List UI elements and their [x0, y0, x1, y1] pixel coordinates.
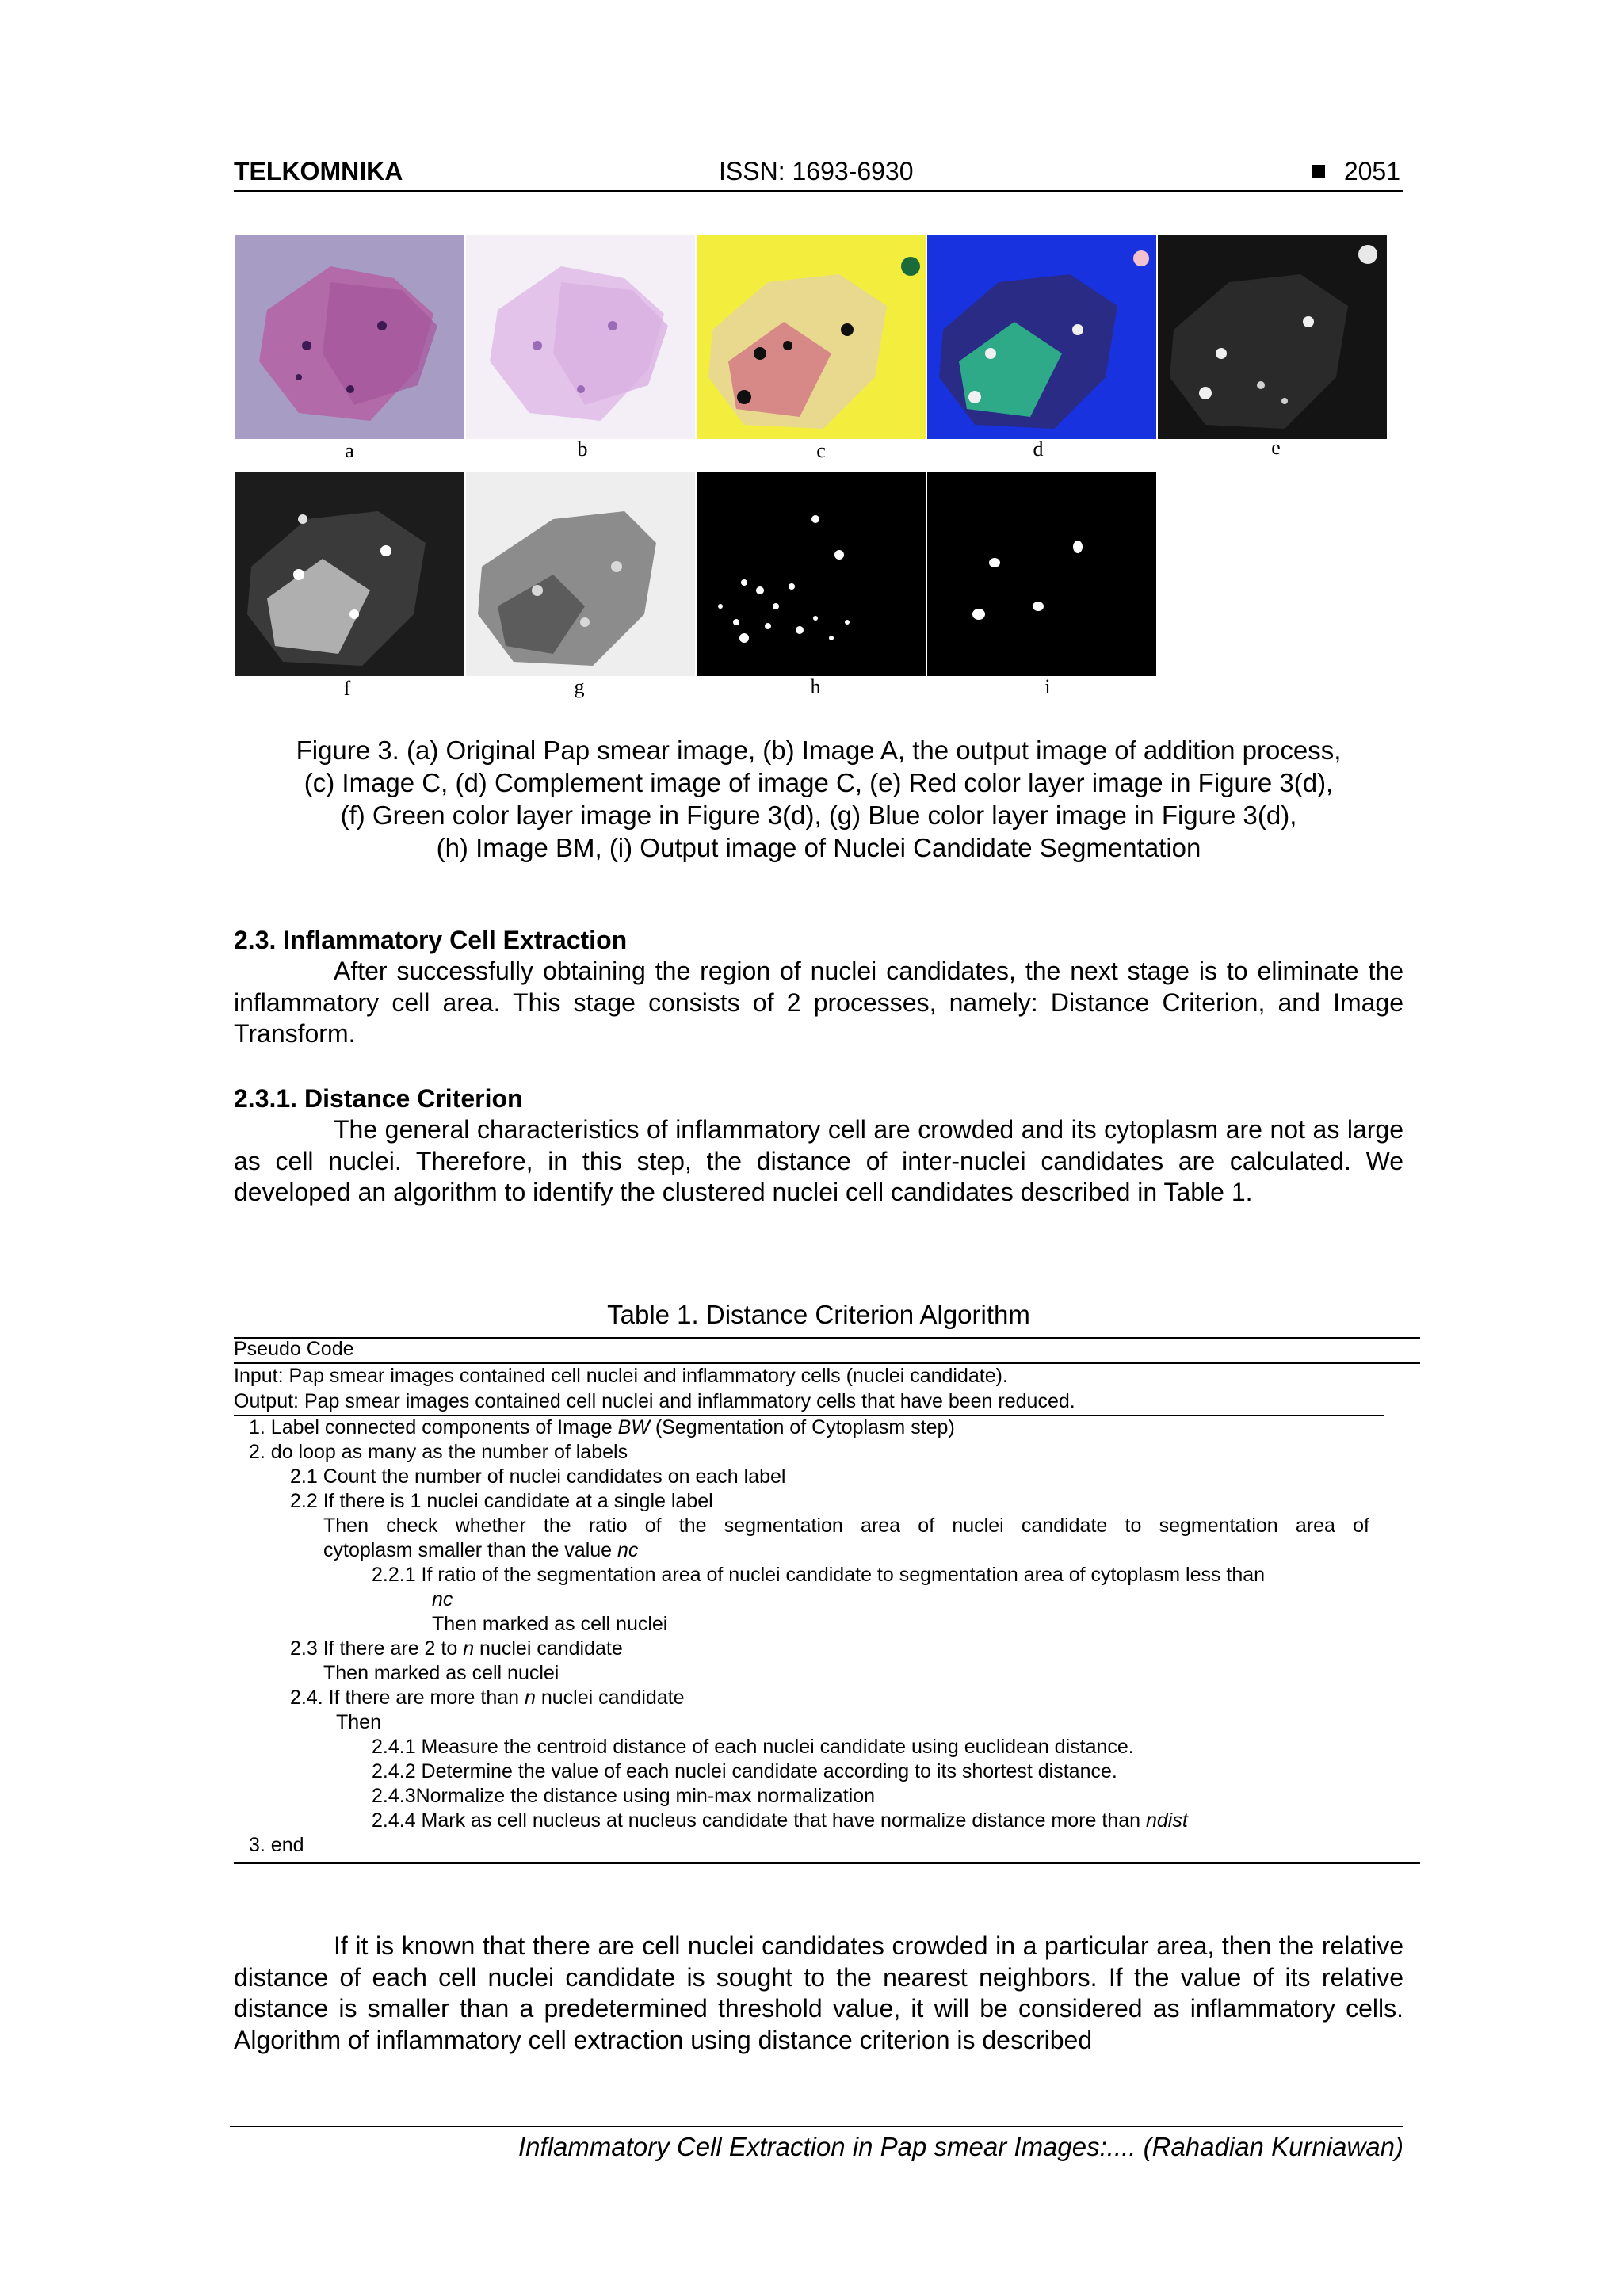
running-header [234, 155, 1403, 192]
panel-label-f: f [343, 677, 351, 700]
panel-label-c: c [816, 439, 826, 462]
journal-name: TELKOMNIKA [234, 157, 403, 185]
code-line: 2.4.1 Measure the centroid distance of each nuclei candidate using euclidean distance. [372, 1736, 1134, 1758]
panel-label-d: d [1033, 437, 1044, 460]
running-footer: Inflammatory Cell Extraction in Pap smear Images:.... (Rahadian Kurniawan) [518, 2132, 1403, 2161]
caption-line: (c) Image C, (d) Complement image of image C, (e) Red color layer image in Figure 3(d), [304, 768, 1334, 797]
code-line: 2.4.4 Mark as cell nucleus at nucleus candidate that have normalize distance more than ndist [372, 1809, 1188, 1832]
caption-line: Figure 3. (a) Original Pap smear image, (b) Image A, the output image of addition process, [296, 735, 1342, 765]
code-line: Then marked as cell nuclei [323, 1662, 559, 1684]
figure-panel-c [697, 235, 926, 439]
section-2-3-1-paragraph: The general characteristics of inflammatory cell are crowded and its cytoplasm are not as large as cell nuclei. Therefore, in this step, the distance of inter-nuclei candidates are calculated. We developed an algorithm to identify the clustered nuclei cell candidates described in Table 1. [234, 1115, 1403, 1206]
footer-rule [230, 2126, 1403, 2127]
code-line: 2.2.1 If ratio of the segmentation area of nuclei candidate to segmentation area of cytoplasm less than [372, 1564, 1266, 1586]
section-heading-2-3: 2.3. Inflammatory Cell Extraction [234, 926, 628, 954]
code-line: 3. end [249, 1834, 304, 1856]
figure-panel-e [1158, 235, 1387, 439]
caption-line: (f) Green color layer image in Figure 3(d), (g) Blue color layer image in Figure 3(d), [340, 800, 1297, 830]
page-number: 2051 [1312, 157, 1400, 186]
table-bottom-rule [234, 1862, 1420, 1864]
panel-label-g: g [574, 675, 585, 698]
code-line: 2.3 If there are 2 to n nuclei candidate [290, 1637, 623, 1660]
section-2-3-paragraph: After successfully obtaining the region of nuclei candidates, the next stage is to eliminate the inflammatory cell area. This stage consists of 2 processes, namely: Distance Criterion, and Image Transform. [234, 957, 1403, 1048]
code-line: 2.1 Count the number of nuclei candidates on each label [290, 1465, 786, 1488]
figure-panel-f [235, 472, 464, 676]
code-line: 2.2 If there is 1 nuclei candidate at a single label [290, 1490, 713, 1512]
table-caption: Table 1. Distance Criterion Algorithm [607, 1300, 1030, 1329]
table-input: Input: Pap smear images contained cell nuclei and inflammatory cells (nuclei candidate). [234, 1365, 1008, 1387]
issn: ISSN: 1693-6930 [719, 157, 914, 185]
code-line: Then check whether the ratio of the segmentation area of nuclei candidate to segmentation area of [323, 1515, 1369, 1537]
panel-label-e: e [1271, 436, 1281, 459]
table-header: Pseudo Code [234, 1338, 354, 1360]
code-line: 2. do loop as many as the number of labels [249, 1441, 628, 1463]
square-bullet-icon [1312, 165, 1325, 178]
closing-paragraph: If it is known that there are cell nuclei candidates crowded in a particular area, then the relative distance of each cell nuclei candidate is sought to the nearest neighbors. If the value of its relative distance is smaller than a predetermined threshold value, it will be considered as inflammatory cells. Algorithm of inflammatory cell extraction using distance criterion is described [234, 1931, 1403, 2054]
figure-panel-g [466, 472, 695, 676]
figure-panel-b [466, 235, 695, 439]
figure-panel-a [235, 235, 464, 439]
caption-line: (h) Image BM, (i) Output image of Nuclei Candidate Segmentation [436, 833, 1201, 862]
panel-label-a: a [345, 439, 354, 462]
code-line: 1. Label connected components of Image BW (Segmentation of Cytoplasm step) [249, 1416, 955, 1438]
panel-label-b: b [577, 437, 588, 460]
figure-panel-h [697, 472, 926, 676]
panel-label-i: i [1044, 675, 1051, 698]
figure-panel-i [927, 472, 1156, 676]
code-line: 2.4.3Normalize the distance using min-max normalization [372, 1785, 876, 1807]
code-line: Then marked as cell nuclei [432, 1613, 668, 1635]
figure-caption [234, 734, 1403, 864]
code-line: cytoplasm smaller than the value nc [323, 1539, 639, 1561]
table-top-rule [234, 1337, 1420, 1339]
figure-panel-d [927, 235, 1156, 439]
table-header-rule [234, 1362, 1420, 1364]
code-line: 2.4.2 Determine the value of each nuclei candidate according to its shortest distance. [372, 1760, 1117, 1782]
code-line: 2.4. If there are more than n nuclei candidate [290, 1687, 685, 1709]
table-output: Output: Pap smear images contained cell nuclei and inflammatory cells that have been reduced. [234, 1390, 1075, 1412]
panel-label-h: h [810, 675, 821, 698]
code-line: nc [432, 1588, 453, 1610]
code-line: Then [336, 1711, 381, 1733]
section-heading-2-3-1: 2.3.1. Distance Criterion [234, 1084, 523, 1113]
